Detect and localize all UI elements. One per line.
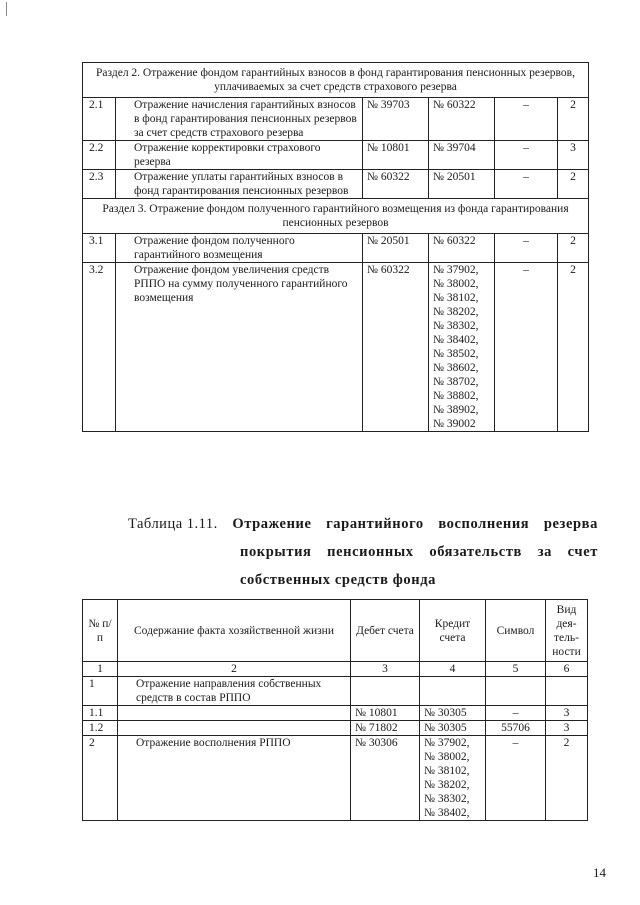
table-row [83, 98, 589, 141]
row-description [118, 706, 351, 721]
symbol-cell: 55706 [486, 721, 546, 736]
symbol-cell: – [495, 141, 558, 170]
debit-account [351, 677, 420, 706]
table-row [83, 234, 589, 263]
credit-account: № 38102, [424, 765, 470, 777]
caption-word: собственных средств фонда [240, 572, 436, 588]
column-number-row [83, 662, 588, 677]
table-row [83, 263, 589, 432]
table-row [83, 141, 589, 170]
caption-word: гарантийного [326, 516, 424, 532]
debit-account: № 10801 [351, 706, 420, 721]
credit-account: № 38402, [424, 807, 470, 819]
caption-word: резерва [543, 516, 598, 532]
credit-account-list [420, 736, 486, 821]
credit-account [420, 677, 486, 706]
symbol-cell: – [495, 170, 558, 199]
credit-account: № 38302, [424, 793, 470, 805]
caption-label: Таблица 1.11. [128, 516, 218, 532]
table-row [83, 170, 589, 199]
col-number: 3 [351, 662, 420, 677]
credit-account: № 20501 [429, 170, 495, 199]
row-description: Отражение направления собственных средств в состав РППО [118, 677, 351, 706]
table-row [83, 706, 588, 721]
caption-word: покрытия [240, 544, 312, 560]
credit-account: № 30305 [420, 706, 486, 721]
credit-account: № 39704 [429, 141, 495, 170]
header-row [83, 600, 588, 662]
credit-account: № 38702, [433, 376, 479, 388]
caption-line-2 [128, 538, 598, 566]
caption-word: Отражение [232, 516, 312, 532]
section-row [83, 63, 589, 98]
caption-line-3 [128, 566, 598, 594]
symbol-cell: – [495, 263, 558, 432]
row-number: 2 [83, 736, 118, 821]
table-row [83, 736, 588, 821]
table-row [83, 721, 588, 736]
activity-cell: 2 [558, 98, 589, 141]
activity-cell: 3 [546, 721, 588, 736]
row-number: 2.2 [83, 141, 116, 170]
activity-cell: 2 [558, 234, 589, 263]
credit-account: № 60322 [429, 234, 495, 263]
symbol-cell [486, 677, 546, 706]
activity-cell [546, 677, 588, 706]
debit-account: № 60322 [363, 263, 429, 432]
credit-account: № 38802, [433, 390, 479, 402]
credit-account: № 38102, [433, 292, 479, 304]
page-number: 14 [593, 865, 606, 880]
debit-account: № 10801 [363, 141, 429, 170]
row-number: 1.2 [83, 721, 118, 736]
accounting-table-bottom [82, 599, 588, 821]
header-symbol: Символ [486, 600, 546, 662]
row-description [118, 721, 351, 736]
caption-word: счет [567, 544, 598, 560]
credit-account: № 38002, [433, 278, 479, 290]
credit-account: № 38502, [433, 348, 479, 360]
credit-account: № 38602, [433, 362, 479, 374]
header-num: № п/п [83, 600, 118, 662]
accounting-table-top [82, 62, 589, 432]
symbol-cell: – [486, 706, 546, 721]
section-2-heading: Раздел 2. Отражение фондом гарантийных взносов в фонд гарантирования пенсионных резервов, уплачиваемых за счет средств страхового резерва [83, 63, 589, 98]
caption-word: обязательств [429, 544, 522, 560]
section-row [83, 199, 589, 234]
credit-account-list [429, 263, 495, 432]
credit-account: № 38902, [433, 404, 479, 416]
credit-account: № 30305 [420, 721, 486, 736]
activity-cell: 3 [558, 141, 589, 170]
activity-cell: 2 [558, 263, 589, 432]
activity-cell: 2 [558, 170, 589, 199]
symbol-cell: – [495, 98, 558, 141]
scan-mark [6, 2, 7, 16]
symbol-cell: – [495, 234, 558, 263]
debit-account: № 30306 [351, 736, 420, 821]
col-number: 2 [118, 662, 351, 677]
row-description: Отражение фондом полученного гарантийного возмещения [116, 234, 363, 263]
credit-account: № 37902, [433, 264, 479, 276]
row-description: Отражение корректировки страхового резерва [116, 141, 363, 170]
activity-cell: 2 [546, 736, 588, 821]
credit-account: № 38002, [424, 751, 470, 763]
table-row [83, 677, 588, 706]
caption-word: восполнения [438, 516, 530, 532]
debit-account: № 60322 [363, 170, 429, 199]
credit-account: № 37902, [424, 737, 470, 749]
activity-cell: 3 [546, 706, 588, 721]
row-description: Отражение фондом увеличения средств РППО на сумму полученного гарантийного возмещения [116, 263, 363, 432]
caption-word: пенсионных [327, 544, 414, 560]
debit-account: № 71802 [351, 721, 420, 736]
col-number: 6 [546, 662, 588, 677]
section-3-heading: Раздел 3. Отражение фондом полученного гарантийного возмещения из фонда гарантирования пенсионных резервов [83, 199, 589, 234]
credit-account: № 38202, [424, 779, 470, 791]
row-number: 1 [83, 677, 118, 706]
credit-account: № 38302, [433, 320, 479, 332]
debit-account: № 20501 [363, 234, 429, 263]
debit-account: № 39703 [363, 98, 429, 141]
col-number: 1 [83, 662, 118, 677]
header-credit: Кредит счета [420, 600, 486, 662]
header-activity: Вид дея- тель- ности [546, 600, 588, 662]
credit-account: № 38402, [433, 334, 479, 346]
row-description: Отражение уплаты гарантийных взносов в фонд гарантирования пенсионных резервов [116, 170, 363, 199]
caption-line-1 [128, 510, 598, 538]
table-caption [128, 510, 598, 594]
header-content: Содержание факта хозяйственной жизни [118, 600, 351, 662]
credit-account: № 38202, [433, 306, 479, 318]
credit-account: № 60322 [429, 98, 495, 141]
row-number: 1.1 [83, 706, 118, 721]
row-number: 3.1 [83, 234, 116, 263]
row-description: Отражение восполнения РППО [118, 736, 351, 821]
row-description: Отражение начисления гарантийных взносов в фонд гарантирования пенсионных резервов за счет средств страхового резерва [116, 98, 363, 141]
credit-account: № 39002 [433, 418, 476, 430]
row-number: 2.1 [83, 98, 116, 141]
header-debit: Дебет счета [351, 600, 420, 662]
symbol-cell: – [486, 736, 546, 821]
col-number: 5 [486, 662, 546, 677]
row-number: 2.3 [83, 170, 116, 199]
caption-word: за [537, 544, 552, 560]
row-number: 3.2 [83, 263, 116, 432]
col-number: 4 [420, 662, 486, 677]
